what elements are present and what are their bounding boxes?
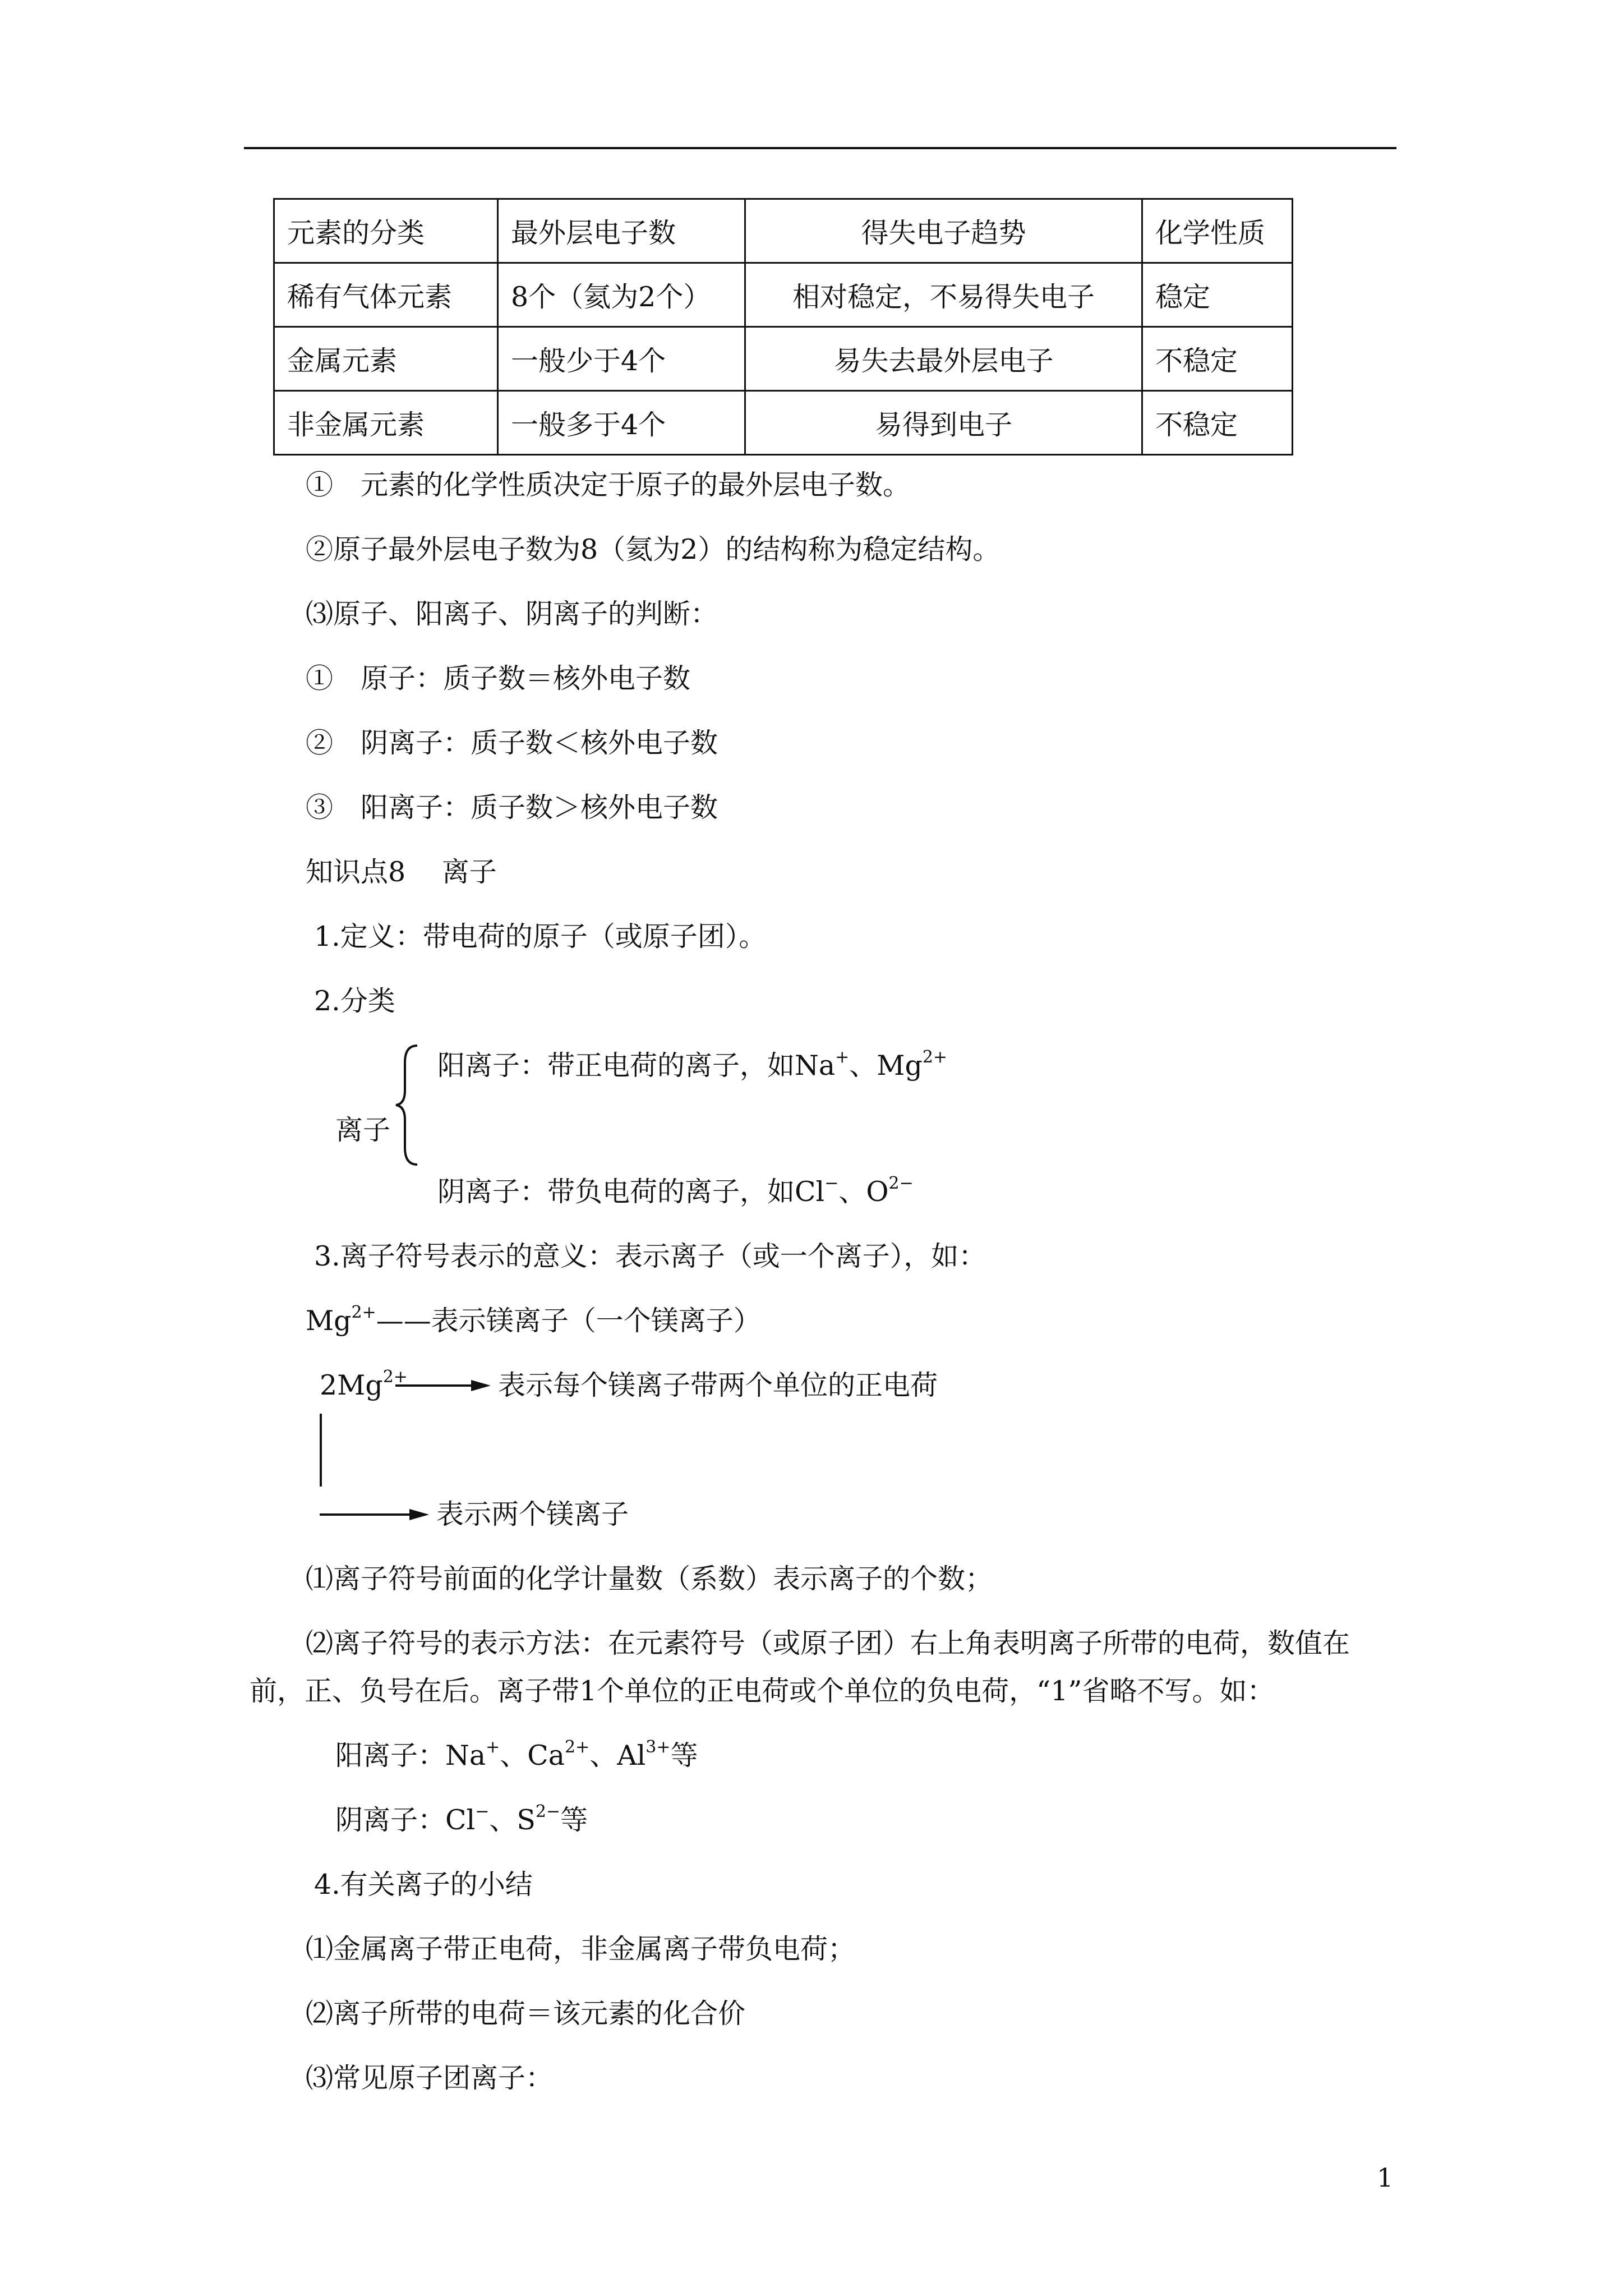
header-rule (244, 147, 1396, 149)
ion-symbol: Mg (306, 1305, 352, 1337)
table-cell: 易失去最外层电子 (745, 327, 1142, 391)
summary-2: ⑵离子所带的电荷＝该元素的化合价 (306, 1998, 746, 2030)
table-header-cell: 最外层电子数 (498, 199, 745, 263)
summary-3: ⑶常见原子团离子： (306, 2062, 554, 2094)
rule-2-line-1: ⑵离子符号的表示方法：在元素符号（或原子团）右上角表明离子所带的电荷，数值在 (306, 1627, 1350, 1659)
ion-charge: 2+ (922, 1047, 948, 1067)
anion-line (437, 1175, 914, 1209)
table-row (274, 263, 1293, 327)
separator: 、 (838, 1176, 866, 1208)
ion-charge: − (824, 1174, 839, 1193)
note-2: ②原子最外层电子数为8（氦为2）的结构称为稳定结构。 (306, 533, 1000, 565)
definition: 1.定义：带电荷的原子（或原子团）。 (314, 921, 767, 953)
rule-1: ⑴离子符号前面的化学计量数（系数）表示离子的个数； (306, 1563, 993, 1595)
table-cell: 稀有气体元素 (274, 263, 498, 327)
cation-line (437, 1049, 947, 1083)
separator: 、 (489, 1804, 517, 1836)
suffix: 等 (670, 1740, 698, 1772)
page-number: 1 (1377, 2162, 1394, 2193)
ion-charge: + (486, 1737, 500, 1757)
classification-heading: 2.分类 (314, 985, 395, 1017)
table-cell: 相对稳定，不易得失电子 (745, 263, 1142, 327)
ion-symbol: Mg (877, 1050, 923, 1082)
count-meaning: 表示两个镁离子 (436, 1498, 629, 1530)
section-title: 知识点8 离子 (306, 856, 497, 888)
note-4: ① 原子：质子数＝核外电子数 (306, 662, 691, 694)
summary-1: ⑴金属离子带正电荷，非金属离子带负电荷； (306, 1933, 856, 1965)
separator: 、 (589, 1740, 617, 1772)
ion-symbol: O (866, 1176, 889, 1208)
table-cell: 8个（氦为2个） (498, 263, 745, 327)
note-3: ⑶原子、阳离子、阴离子的判断： (306, 598, 718, 630)
ion-symbol: Na (795, 1050, 836, 1082)
cation-prefix: 阳离子：带正电荷的离子，如 (437, 1050, 795, 1082)
connector-line (320, 1414, 322, 1487)
ion-symbol: S (517, 1804, 536, 1836)
ion-charge: 2− (888, 1174, 914, 1193)
summary-heading: 4.有关离子的小结 (314, 1869, 533, 1901)
table-cell: 一般少于4个 (498, 327, 745, 391)
anion-examples (335, 1803, 588, 1837)
cation-examples (335, 1739, 698, 1773)
arrow-right-icon (320, 1506, 429, 1523)
note-6: ③ 阳离子：质子数＞核外电子数 (306, 792, 718, 823)
arrow-right-icon (395, 1377, 491, 1394)
ion-charge: 2+ (351, 1303, 376, 1322)
classification-root: 离子 (335, 1114, 391, 1146)
ion-charge: 3+ (645, 1737, 671, 1757)
separator: 、 (500, 1740, 528, 1772)
ion-symbol: 2Mg (320, 1369, 383, 1401)
table-header-cell: 得失电子趋势 (745, 199, 1142, 263)
two-mg-symbol (320, 1369, 408, 1402)
ion-charge: 2− (535, 1802, 561, 1821)
ion-symbol: Cl (795, 1176, 825, 1208)
ion-symbol: Al (617, 1740, 646, 1772)
table-cell: 易得到电子 (745, 391, 1142, 455)
table-cell: 一般多于4个 (498, 391, 745, 455)
ion-charge: − (475, 1802, 490, 1821)
ion-charge: + (835, 1047, 850, 1067)
table-header-row (274, 199, 1293, 263)
ion-charge: 2+ (382, 1367, 408, 1387)
table-header-cell: 元素的分类 (274, 199, 498, 263)
ion-symbol: Ca (527, 1740, 565, 1772)
charge-meaning: 表示每个镁离子带两个单位的正电荷 (498, 1369, 938, 1401)
table-row (274, 391, 1293, 455)
mg-meaning-text: ——表示镁离子（一个镁离子） (376, 1305, 761, 1337)
table-header-cell: 化学性质 (1142, 199, 1293, 263)
anion-prefix: 阴离子：带负电荷的离子，如 (437, 1176, 795, 1208)
table-cell: 金属元素 (274, 327, 498, 391)
note-1: ① 元素的化学性质决定于原子的最外层电子数。 (306, 469, 911, 501)
left-brace-icon (393, 1043, 421, 1167)
table-row (274, 327, 1293, 391)
note-5: ② 阴离子：质子数＜核外电子数 (306, 727, 718, 759)
separator: 、 (849, 1050, 877, 1082)
suffix: 等 (560, 1804, 588, 1836)
ion-symbol: Cl (445, 1804, 476, 1836)
element-classification-table (273, 198, 1293, 455)
anion-label: 阴离子： (335, 1804, 446, 1836)
mg-meaning-line (306, 1304, 761, 1338)
ion-symbol: Na (445, 1740, 486, 1772)
table-cell: 不稳定 (1142, 391, 1293, 455)
table-cell: 不稳定 (1142, 327, 1293, 391)
cation-label: 阳离子： (335, 1740, 446, 1772)
meaning-heading: 3.离子符号表示的意义：表示离子（或一个离子），如： (314, 1240, 986, 1272)
rule-2-line-2: 前，正、负号在后。离子带1个单位的正电荷或个单位的负电荷，“1”省略不写。如： (250, 1675, 1275, 1707)
table-cell: 非金属元素 (274, 391, 498, 455)
ion-charge: 2+ (564, 1737, 590, 1757)
table-cell: 稳定 (1142, 263, 1293, 327)
